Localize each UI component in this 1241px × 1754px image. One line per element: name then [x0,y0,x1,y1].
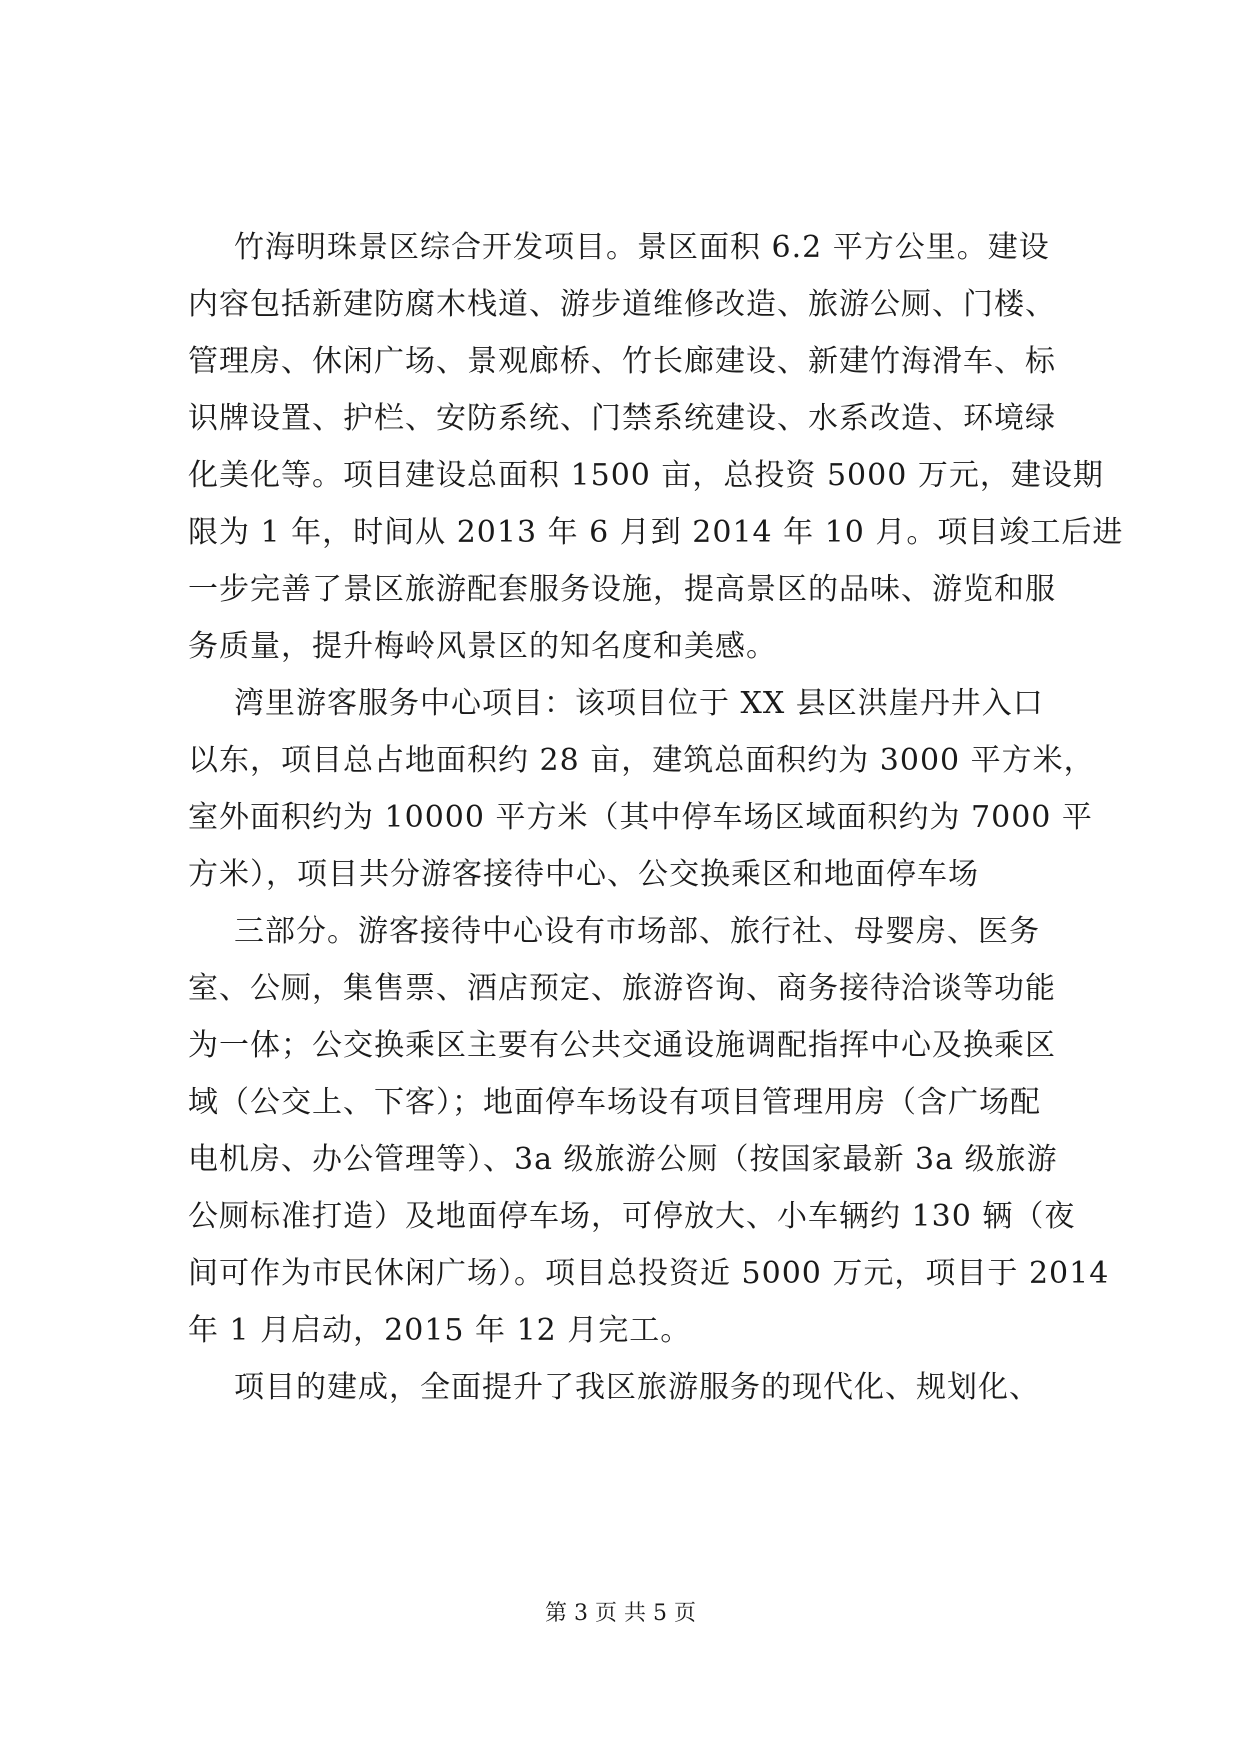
paragraph-2-line-3: 室外面积约为 10000 平方米（其中停车场区域面积约为 7000 平 [188,800,1093,835]
paragraph-1-line-1: 竹海明珠景区综合开发项目。景区面积 6.2 平方公里。建设 [234,230,1050,265]
paragraph-3-line-1: 三部分。游客接待中心设有市场部、旅行社、母婴房、医务 [234,914,1040,949]
paragraph-1-line-7: 一步完善了景区旅游配套服务设施，提高景区的品味、游览和服 [188,572,1056,607]
paragraph-1-line-8: 务质量，提升梅岭风景区的知名度和美感。 [188,629,777,664]
paragraph-4-line-1: 项目的建成，全面提升了我区旅游服务的现代化、规划化、 [234,1370,1040,1405]
paragraph-1-line-5: 化美化等。项目建设总面积 1500 亩，总投资 5000 万元，建设期 [188,458,1104,493]
paragraph-3-line-6: 公厕标准打造）及地面停车场，可停放大、小车辆约 130 辆（夜 [188,1199,1076,1234]
paragraph-3-line-8: 年 1 月启动，2015 年 12 月完工。 [188,1313,692,1348]
paragraph-1-line-3: 管理房、休闲广场、景观廊桥、竹长廊建设、新建竹海滑车、标 [188,344,1056,379]
paragraph-3-line-7: 间可作为市民休闲广场）。项目总投资近 5000 万元，项目于 2014 [188,1256,1110,1291]
paragraph-3-line-5: 电机房、办公管理等）、3a 级旅游公厕（按国家最新 3a 级旅游 [188,1142,1058,1177]
paragraph-3-line-3: 为一体；公交换乘区主要有公共交通设施调配指挥中心及换乘区 [188,1028,1056,1063]
paragraph-2-line-4: 方米），项目共分游客接待中心、公交换乘区和地面停车场 [188,857,979,892]
page-number-footer: 第 3 页 共 5 页 [545,1601,696,1626]
paragraph-1-line-2: 内容包括新建防腐木栈道、游步道维修改造、旅游公厕、门楼、 [188,287,1056,322]
paragraph-1-line-4: 识牌设置、护栏、安防系统、门禁系统建设、水系改造、环境绿 [188,401,1056,436]
paragraph-2-line-1: 湾里游客服务中心项目：该项目位于 XX 县区洪崖丹井入口 [234,686,1044,721]
paragraph-2-line-2: 以东，项目总占地面积约 28 亩，建筑总面积约为 3000 平方米， [188,743,1095,778]
paragraph-3-line-4: 域（公交上、下客）；地面停车场设有项目管理用房（含广场配 [188,1085,1041,1120]
paragraph-1-line-6: 限为 1 年，时间从 2013 年 6 月到 2014 年 10 月。项目竣工后进 [188,515,1124,550]
paragraph-3-line-2: 室、公厕，集售票、酒店预定、旅游咨询、商务接待洽谈等功能 [188,971,1056,1006]
